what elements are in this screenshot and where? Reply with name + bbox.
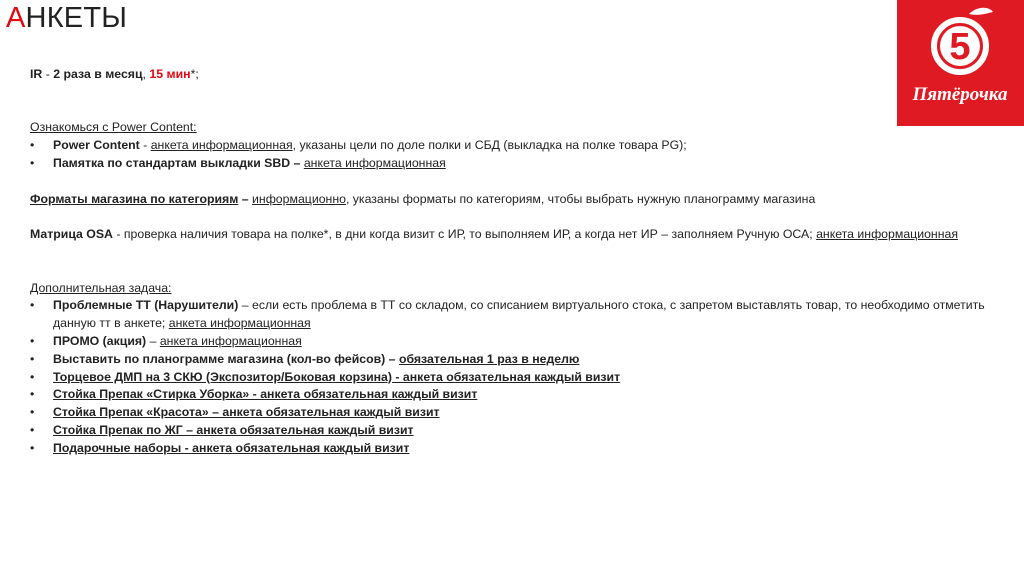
list-item: • Выставить по планограмме магазина (кол-во фейсов) – обязательная 1 раз в неделю (30, 351, 580, 366)
logo-brand-text: Пятёрочка (912, 84, 1008, 105)
formats-line: Форматы магазина по категориям – информационно, указаны форматы по категориям, чтобы выбрать нужную планограмму магазина (30, 191, 816, 206)
list-item: • Стойка Препак «Красота» – анкета обязательная каждый визит (30, 405, 440, 420)
power-content-link[interactable]: анкета информационная (150, 138, 293, 153)
ir-time: 15 мин (149, 67, 191, 81)
list-item: • Подарочные наборы - анкета обязательная каждый визит (30, 440, 410, 455)
osa-link[interactable]: анкета информационная (816, 227, 958, 242)
list-item: • Power Content - анкета информационная, указаны цели по доле полки и СБД (выкладка на полке товара PG); (30, 138, 687, 153)
sbd-memo-link[interactable]: анкета информационная (303, 155, 446, 170)
content-body (30, 66, 990, 458)
formats-link[interactable]: информационно (252, 191, 346, 206)
list-item: • Памятка по стандартам выкладки SBD – анкета информационная (30, 155, 446, 170)
list-item: • Стойка Препак «Стирка Уборка» - анкета обязательная каждый визит (30, 387, 478, 402)
problem-tt-link[interactable]: анкета информационная (168, 316, 311, 331)
list-item: • Стойка Препак по ЖГ – анкета обязательная каждый визит (30, 422, 414, 437)
page-title (6, 2, 127, 35)
stand-zhg-link[interactable]: Стойка Препак по ЖГ – анкета обязательная каждый визит (53, 422, 414, 437)
page-title-rest: НКЕТЫ (25, 2, 128, 34)
ir-line: IR - 2 раза в месяц, 15 мин*; (30, 67, 199, 81)
planogram-link[interactable]: обязательная 1 раз в неделю (398, 351, 580, 366)
promo-link[interactable]: анкета информационная (159, 333, 302, 348)
ir-label: IR (30, 67, 43, 81)
end-dmp-link[interactable]: Торцевое ДМП на 3 СКЮ (Экспозитор/Боковая корзина) - анкета обязательная каждый визит (53, 369, 621, 384)
stand-beauty-link[interactable]: Стойка Препак «Красота» – анкета обязательная каждый визит (53, 405, 440, 420)
list-item: • Торцевое ДМП на 3 СКЮ (Экспозитор/Боковая корзина) - анкета обязательная каждый визит (30, 369, 621, 384)
osa-paragraph: Матрица OSA - проверка наличия товара на полке*, в дни когда визит с ИР, то выполняем ИР, а когда нет ИР – заполняем Ручную ОСА; анкета информационная (30, 227, 958, 242)
list-item: • Проблемные ТТ (Нарушители) – если есть проблема в ТТ со складом, со списанием виртуального стока, с запретом выставлять товар, то необходимо отметить данную тт в анкете; анкета информационная (30, 298, 985, 331)
power-heading: Ознакомься с Power Content: (30, 120, 197, 135)
extra-heading: Дополнительная задача: (30, 280, 172, 295)
gift-sets-link[interactable]: Подарочные наборы - анкета обязательная каждый визит (53, 440, 410, 455)
logo-digit: 5 (949, 26, 971, 68)
page-title-first-letter: А (6, 2, 26, 34)
list-item: • ПРОМО (акция) – анкета информационная (30, 333, 302, 348)
ir-frequency: 2 раза в месяц (53, 67, 143, 81)
stand-laundry-link[interactable]: Стойка Препак «Стирка Уборка» - анкета обязательная каждый визит (53, 387, 478, 402)
logo-leaf-icon (969, 8, 993, 15)
